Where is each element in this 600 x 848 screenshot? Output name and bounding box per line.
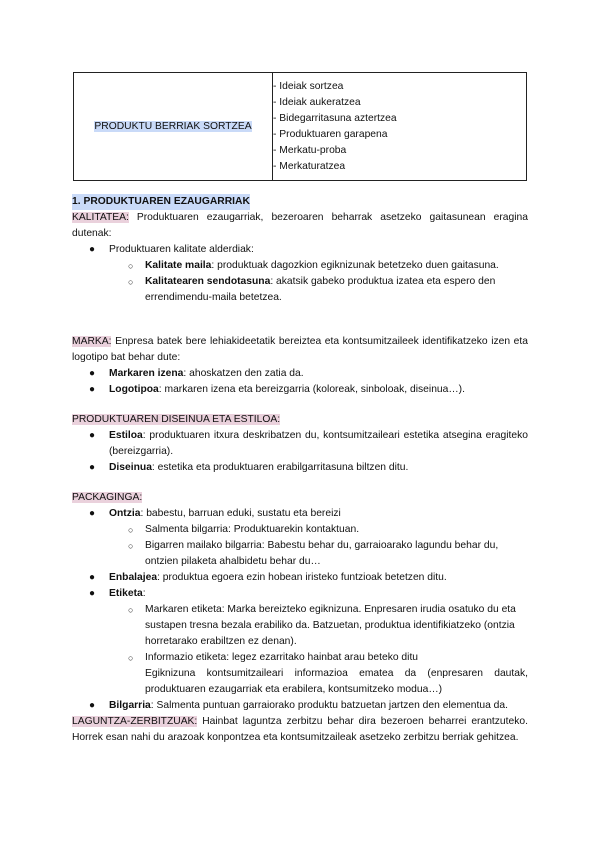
- sub-list-item: [72, 602, 528, 650]
- list-item: [72, 428, 528, 460]
- sub-list-item: [72, 522, 528, 538]
- bullet-icon: ●: [89, 588, 96, 599]
- sub-item-text: Informazio etiketa: legez ezarritako hainbat arau beteko ditu: [145, 652, 419, 663]
- hollow-bullet-icon: ○: [128, 261, 134, 271]
- packaging-label: PACKAGINGA:: [72, 492, 143, 503]
- intro-table-steps-cell: [273, 73, 527, 181]
- bullet-icon: ●: [89, 368, 96, 379]
- step-item: - Ideiak aukeratzea: [273, 96, 361, 108]
- definition: : produktua egoera ezin hobean iristeko funtzioak betetzen ditu.: [157, 572, 447, 583]
- hollow-bullet-icon: ○: [128, 541, 134, 551]
- laguntza-paragraph: [72, 714, 528, 746]
- definition: : Salmenta puntuan garraiorako produktu batzuetan jartzen den elementua da.: [150, 700, 508, 711]
- step-item: - Merkatu-proba: [273, 144, 347, 156]
- term: Markaren izena: [109, 368, 184, 379]
- hollow-bullet-icon: ○: [128, 605, 134, 615]
- kalitatea-label: KALITATEA:: [72, 212, 129, 223]
- sub-list-item: [72, 650, 528, 666]
- section-heading-text: 1. PRODUKTUAREN EZAUGARRIAK: [72, 194, 250, 210]
- sub-item-text: Bigarren mailako bilgarria: Babestu behar du, garraioarako lagundu behar du, ontzien pilaketa ahalbidetu behar du…: [145, 540, 499, 567]
- definition: : babestu, barruan eduki, sustatu eta bereizi: [140, 508, 341, 519]
- term: Enbalajea: [109, 572, 158, 583]
- marka-label: MARKA:: [72, 336, 112, 347]
- kalitatea-paragraph: [72, 210, 528, 242]
- laguntza-text: Hainbat laguntza zerbitzu behar dira bezeroen beharrei erantzuteko. Horrek esan nahi du arazoak konpontzea eta kontsumitzaileak asetzeko zerbitzu berriak gehitzea.: [72, 716, 528, 743]
- step-item: - Produktuaren garapena: [273, 128, 388, 140]
- list-item: [72, 570, 528, 586]
- diseinua-paragraph: [72, 412, 528, 428]
- term: Ontzia: [109, 508, 141, 519]
- step-item: - Bidegarritasuna aztertzea: [273, 112, 397, 124]
- intro-table-label-cell: [74, 73, 273, 181]
- bullet-icon: ●: [89, 700, 96, 711]
- kalitatea-text: Produktuaren ezaugarriak, bezeroaren beharrak asetzeko gaitasunean eragina dutenak:: [72, 212, 528, 239]
- definition: : produktuak dagozkion egiknizunak betetzeko duen gaitasuna.: [211, 260, 499, 271]
- list-item: [72, 506, 528, 522]
- bullet-icon: ●: [89, 430, 96, 441]
- step-item: - Ideiak sortzea: [273, 80, 344, 92]
- sub-item-continuation: Egiknizuna kontsumitzaileari informazioa ematea da (enpresaren dautak, produktuaren ezaugarriak eta erabilera, kontsumitzeko modua…): [145, 668, 528, 695]
- hollow-bullet-icon: ○: [128, 277, 134, 287]
- definition: :: [142, 588, 146, 599]
- list-item: [72, 242, 528, 258]
- marka-text: Enpresa batek bere lehiakideetatik bereiztea eta kontsumitzaileek identifikatzeko izen eta logotipo bat behar dute:: [72, 336, 528, 363]
- intro-table-label: PRODUKTU BERRIAK SORTZEA: [94, 121, 252, 132]
- term: Etiketa: [109, 588, 143, 599]
- list-item: [72, 382, 528, 398]
- hollow-bullet-icon: ○: [128, 653, 134, 663]
- bullet-icon: ●: [89, 572, 96, 583]
- steps-list: [273, 79, 526, 175]
- list-item: [72, 366, 528, 382]
- term: Diseinua: [109, 462, 152, 473]
- bullet-icon: ●: [89, 384, 96, 395]
- term: Kalitate maila: [145, 260, 212, 271]
- list-item: [72, 460, 528, 476]
- term: Bilgarria: [109, 700, 151, 711]
- list-item-text: Produktuaren kalitate alderdiak:: [109, 244, 254, 255]
- bullet-icon: ●: [89, 508, 96, 519]
- section-heading: [72, 194, 528, 210]
- term: Estiloa: [109, 430, 143, 441]
- definition: : akatsik gabeko produktua izatea eta espero den errendimendu-maila betetzea.: [145, 276, 496, 303]
- marka-paragraph: [72, 334, 528, 366]
- sub-item-text: Markaren etiketa: Marka bereizteko egiknizuna. Enpresaren irudia osatuko du eta sustapen tresna bezala erabiliko da. Batzuetan, produktua identifikiatzeko (ontzia horretarako erabiltzen ez denan).: [145, 604, 516, 647]
- step-item: - Merkaturatzea: [273, 160, 346, 172]
- laguntza-label: LAGUNTZA-ZERBITZUAK:: [72, 716, 198, 727]
- hollow-bullet-icon: ○: [128, 525, 134, 535]
- sub-item-text: Salmenta bilgarria: Produktuarekin kontaktuan.: [145, 524, 360, 535]
- bullet-icon: ●: [89, 462, 96, 473]
- term: Kalitatearen sendotasuna: [145, 276, 271, 287]
- bullet-icon: ●: [89, 244, 96, 255]
- sub-list-item: [72, 258, 528, 274]
- definition: : produktuaren itxura deskribatzen du, kontsumitzaileari estetika atsegina eragiteko (bereizgarria).: [109, 430, 528, 457]
- sub-list-item: [72, 538, 528, 570]
- term: Logotipoa: [109, 384, 159, 395]
- list-item: [72, 586, 528, 602]
- diseinua-label: PRODUKTUAREN DISEINUA ETA ESTILOA:: [72, 414, 281, 425]
- definition: : markaren izena eta bereizgarria (koloreak, sinboloak, diseinua…).: [158, 384, 465, 395]
- intro-table: [73, 72, 527, 181]
- sub-list-item: [72, 274, 528, 306]
- packaging-paragraph: [72, 490, 528, 506]
- list-item: [72, 698, 528, 714]
- definition: : estetika eta produktuaren erabilgarritasuna biltzen ditu.: [151, 462, 409, 473]
- definition: : ahoskatzen den zatia da.: [183, 368, 304, 379]
- main-content: [72, 194, 528, 746]
